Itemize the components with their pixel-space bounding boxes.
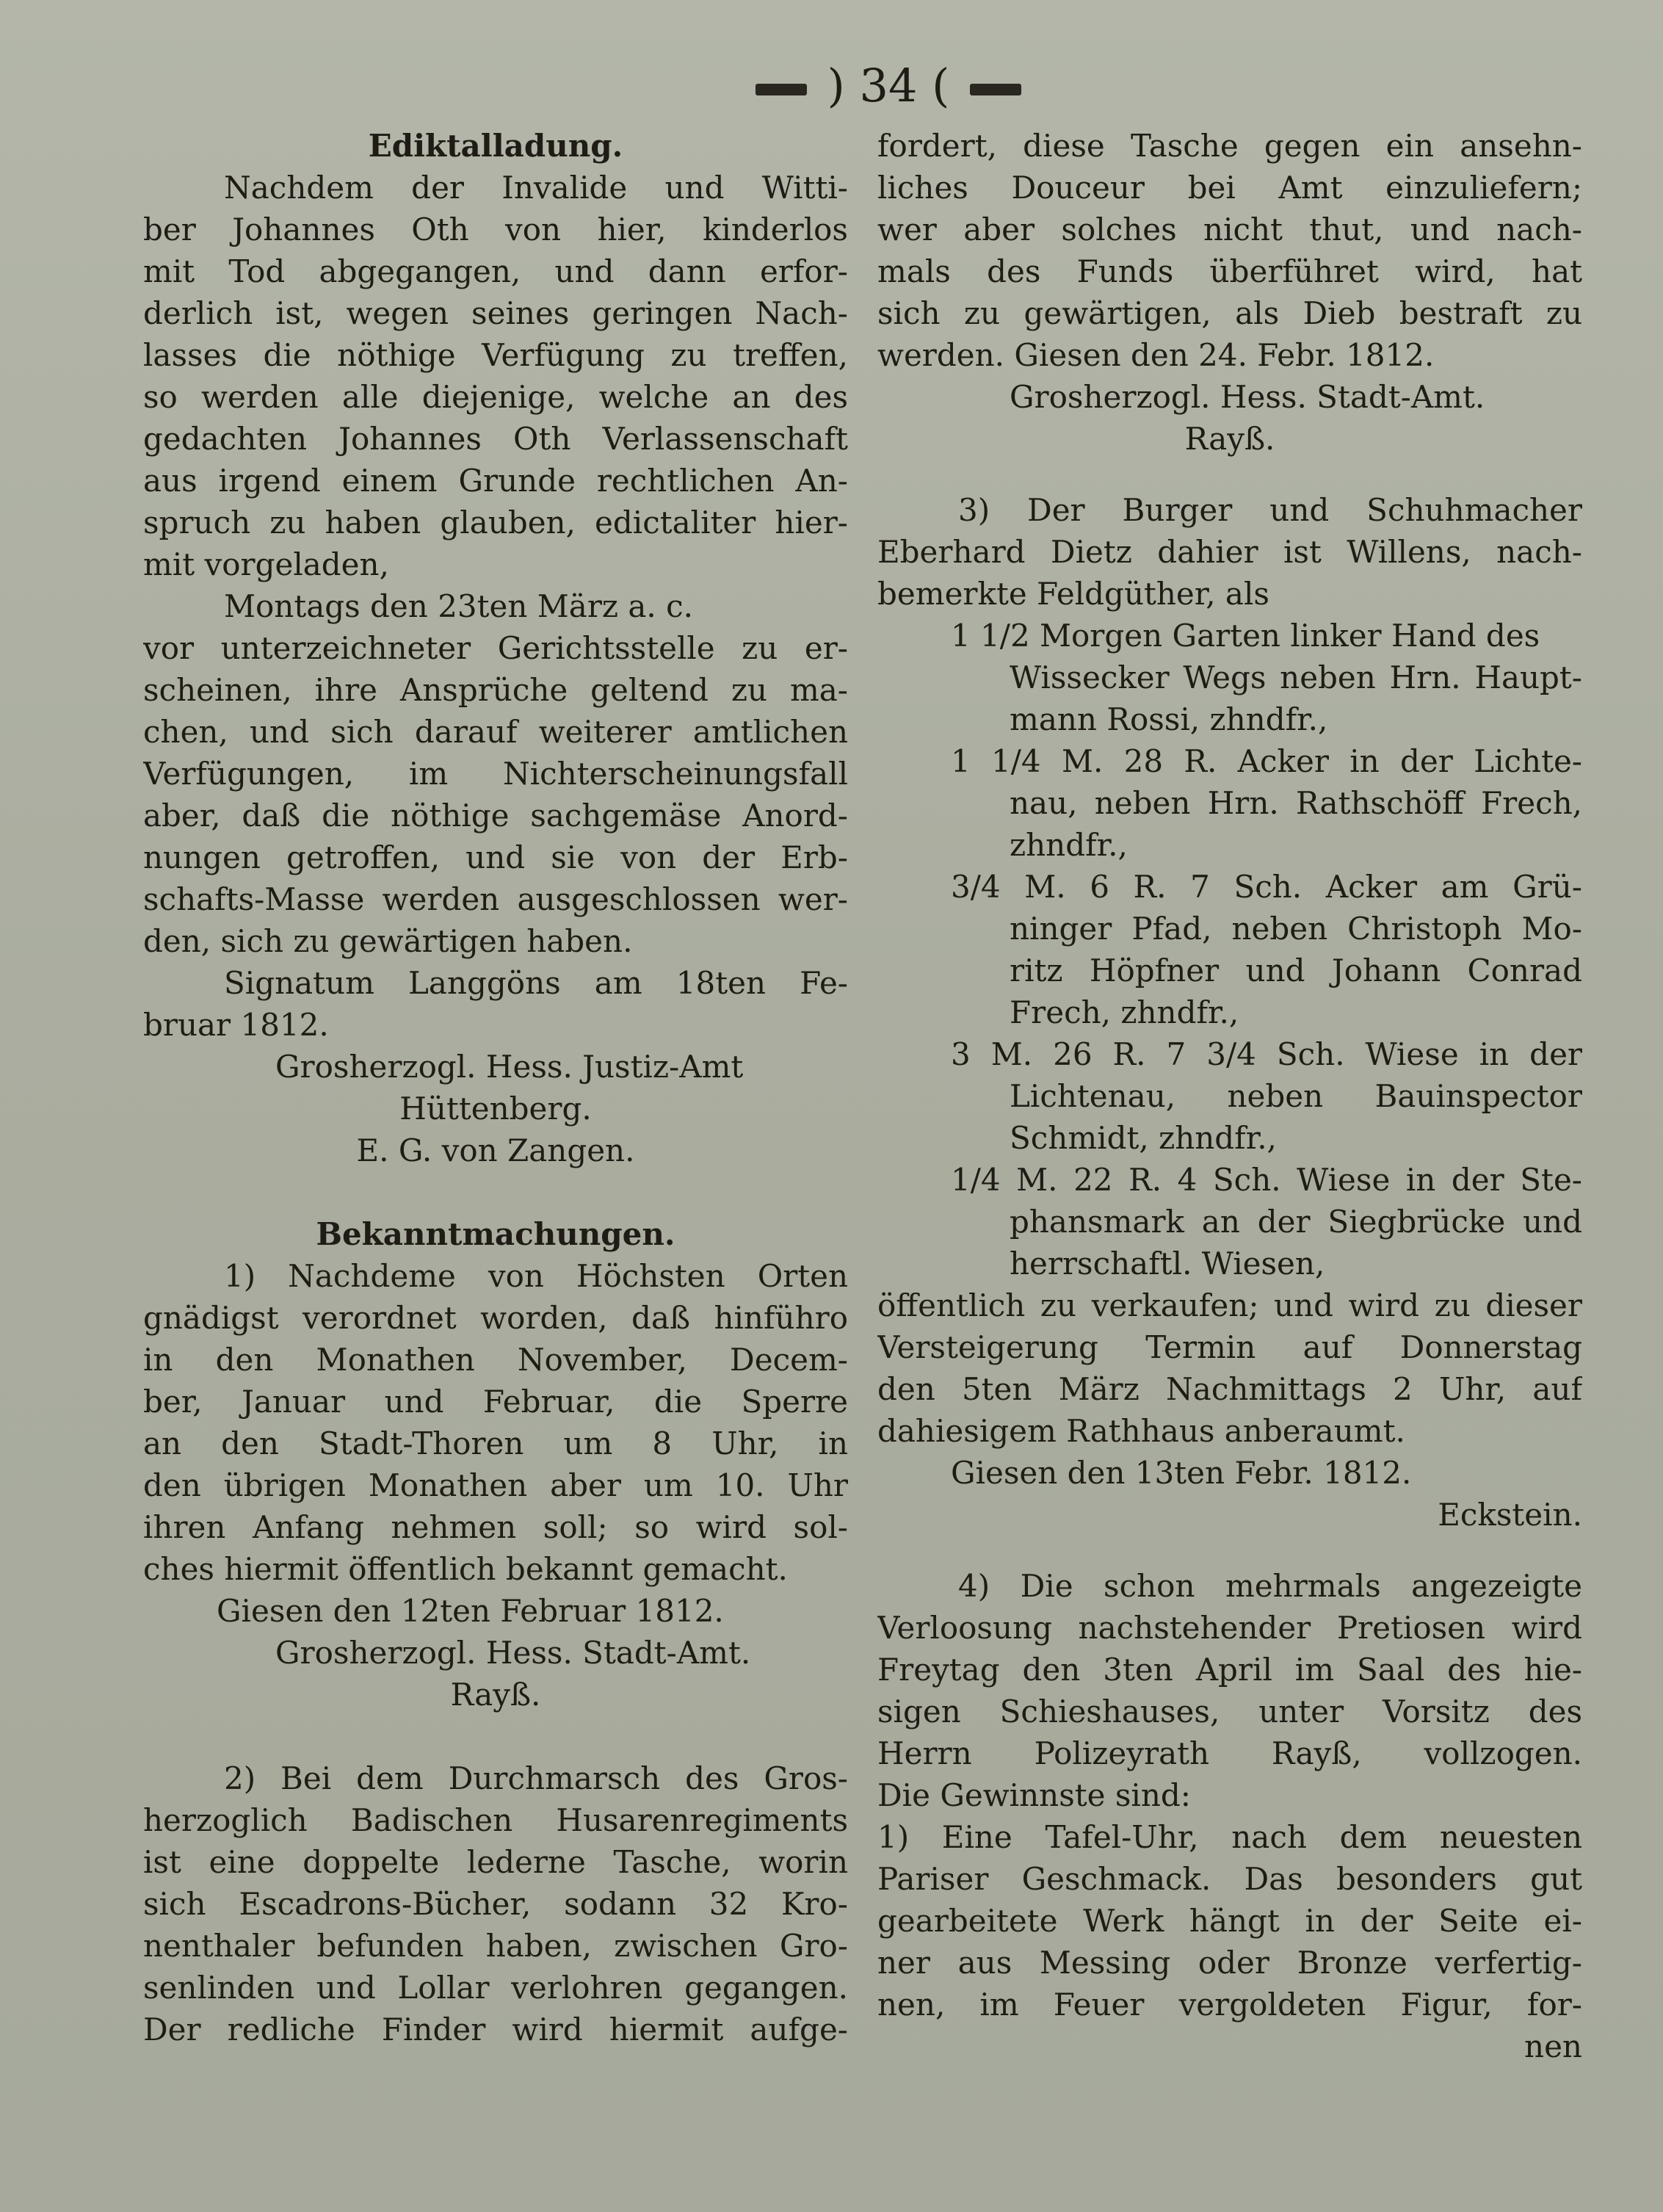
- text-line: den, sich zu gewärtigen haben.: [143, 923, 633, 959]
- text-line: den 5ten März Nachmittags 2 Uhr, auf: [877, 1371, 1582, 1407]
- text-line: öffentlich zu verkaufen; und wird zu dieser: [877, 1287, 1582, 1323]
- text-line: ches hiermit öffentlich bekannt gemacht.: [143, 1551, 788, 1587]
- text-line: Wissecker Wegs neben Hrn. Haupt-: [1010, 659, 1582, 695]
- text-line: Signatum Langgöns am 18ten Fe-: [224, 965, 848, 1001]
- text-line: Herrn Polizeyrath Rayß, vollzogen.: [877, 1735, 1582, 1771]
- text-line: Eckstein.: [1438, 1497, 1582, 1533]
- text-line: ner aus Messing oder Bronze verfertig-: [877, 1945, 1582, 1981]
- text-line: Ediktalladung.: [368, 128, 623, 164]
- text-line: Rayß.: [450, 1677, 541, 1713]
- text-line: Die Gewinnste sind:: [877, 1777, 1191, 1813]
- text-line: Freytag den 3ten April im Saal des hie-: [877, 1652, 1582, 1688]
- text-line: mals des Funds überführet wird, hat: [877, 253, 1582, 289]
- text-line: 3/4 M. 6 R. 7 Sch. Acker am Grü-: [951, 869, 1582, 905]
- text-line: phansmark an der Siegbrücke und: [1010, 1204, 1582, 1240]
- text-line: zhndfr.,: [1010, 827, 1128, 863]
- text-line: derlich ist, wegen seines geringen Nach-: [143, 295, 848, 331]
- text-line: Giesen den 13ten Febr. 1812.: [951, 1455, 1412, 1491]
- spacer: [877, 460, 1582, 489]
- text-line: ber Johannes Oth von hier, kinderlos: [143, 212, 848, 247]
- text-line: Montags den 23ten März a. c.: [224, 588, 693, 624]
- text-line: Frech, zhndfr.,: [1010, 994, 1239, 1030]
- text-line: sigen Schieshauses, unter Vorsitz des: [877, 1694, 1582, 1730]
- text-line: nau, neben Hrn. Rathschöff Frech,: [1010, 785, 1582, 821]
- left-column: [143, 125, 848, 2050]
- text-line: aus irgend einem Grunde rechtlichen An-: [143, 463, 848, 499]
- text-line: sich Escadrons-Bücher, sodann 32 Kro-: [143, 1886, 848, 1922]
- text-line: mit vorgeladen,: [143, 546, 389, 582]
- text-line: 1) Eine Tafel-Uhr, nach dem neuesten: [877, 1819, 1582, 1855]
- text-line: mann Rossi, zhndfr.,: [1010, 701, 1328, 737]
- spacer: [143, 1716, 848, 1757]
- text-line: nen, im Feuer vergoldeten Figur, for-: [877, 1987, 1582, 2023]
- header-dash-left: [756, 84, 807, 95]
- text-line: 4) Die schon mehrmals angezeigte: [958, 1568, 1582, 1604]
- right-column: [877, 125, 1582, 2067]
- text-line: Rayß.: [1184, 421, 1275, 457]
- text-line: werden. Giesen den 24. Febr. 1812.: [877, 337, 1435, 373]
- text-line: gedachten Johannes Oth Verlassenschaft: [143, 421, 848, 457]
- text-line: Eberhard Dietz dahier ist Willens, nach-: [877, 534, 1582, 570]
- text-line: scheinen, ihre Ansprüche geltend zu ma-: [143, 672, 848, 708]
- text-line: Pariser Geschmack. Das besonders gut: [877, 1861, 1582, 1897]
- text-line: Giesen den 12ten Februar 1812.: [217, 1593, 724, 1629]
- text-line: dahiesigem Rathhaus anberaumt.: [877, 1413, 1405, 1449]
- text-line: Grosherzogl. Hess. Stadt-Amt.: [1010, 379, 1485, 415]
- text-line: ninger Pfad, neben Christoph Mo-: [1010, 911, 1582, 947]
- text-line: herrschaftl. Wiesen,: [1010, 1246, 1325, 1282]
- text-line: 2) Bei dem Durchmarsch des Gros-: [224, 1760, 848, 1796]
- text-line: vor unterzeichneter Gerichtsstelle zu er-: [143, 630, 848, 666]
- header-dash-right: [970, 84, 1021, 95]
- text-line: sich zu gewärtigen, als Dieb bestraft zu: [877, 295, 1582, 331]
- text-line: Verfügungen, im Nichterscheinungsfall: [143, 756, 848, 792]
- text-line: mit Tod abgegangen, und dann erfor-: [143, 253, 848, 289]
- text-line: ritz Höpfner und Johann Conrad: [1010, 953, 1582, 988]
- text-line: 3) Der Burger und Schuhmacher: [958, 492, 1582, 528]
- text-line: Grosherzogl. Hess. Justiz-Amt: [275, 1049, 744, 1085]
- text-line: in den Monathen November, Decem-: [143, 1342, 848, 1378]
- text-line: gearbeitete Werk hängt in der Seite ei-: [877, 1903, 1582, 1939]
- text-line: so werden alle diejenige, welche an des: [143, 379, 848, 415]
- text-line: liches Douceur bei Amt einzuliefern;: [877, 170, 1582, 206]
- text-line: herzoglich Badischen Husarenregiments: [143, 1802, 848, 1838]
- text-line: ist eine doppelte lederne Tasche, worin: [143, 1844, 848, 1880]
- text-line: Nachdem der Invalide und Witti-: [224, 170, 848, 206]
- text-line: aber, daß die nöthige sachgemäse Anord-: [143, 798, 848, 834]
- text-line: Lichtenau, neben Bauinspector: [1010, 1078, 1582, 1114]
- text-line: nungen getroffen, und sie von der Erb-: [143, 839, 848, 875]
- text-line: den übrigen Monathen aber um 10. Uhr: [143, 1467, 848, 1503]
- text-line: 3 M. 26 R. 7 3/4 Sch. Wiese in der: [951, 1036, 1582, 1072]
- text-line: Verloosung nachstehender Pretiosen wird: [877, 1610, 1582, 1646]
- text-line: E. G. von Zangen.: [356, 1132, 635, 1168]
- text-line: 1/4 M. 22 R. 4 Sch. Wiese in der Ste-: [951, 1162, 1582, 1198]
- text-line: 1 1/2 Morgen Garten linker Hand des: [951, 618, 1540, 654]
- text-line: spruch zu haben glauben, edictaliter hier-: [143, 505, 848, 541]
- text-line: bemerkte Feldgüther, als: [877, 576, 1269, 612]
- text-line: lasses die nöthige Verfügung zu treffen,: [143, 337, 848, 373]
- text-line: Versteigerung Termin auf Donnerstag: [877, 1329, 1582, 1365]
- text-line: senlinden und Lollar verlohren gegangen.: [143, 1970, 848, 2006]
- text-line: Bekanntmachungen.: [316, 1216, 675, 1252]
- text-line: Hüttenberg.: [399, 1091, 592, 1127]
- spacer: [143, 1171, 848, 1213]
- page-header: [720, 53, 1057, 119]
- text-line: nen: [1524, 2028, 1582, 2064]
- page-number: ) 34 (: [827, 59, 950, 112]
- text-line: schafts-Masse werden ausgeschlossen wer-: [143, 881, 848, 917]
- text-line: nenthaler befunden haben, zwischen Gro-: [143, 1928, 848, 1964]
- text-line: bruar 1812.: [143, 1007, 329, 1043]
- text-line: 1) Nachdeme von Höchsten Orten: [224, 1258, 848, 1294]
- text-line: ihren Anfang nehmen soll; so wird sol-: [143, 1509, 848, 1545]
- text-line: Der redliche Finder wird hiermit aufge-: [143, 2012, 848, 2047]
- text-line: Grosherzogl. Hess. Stadt-Amt.: [275, 1635, 751, 1671]
- text-line: wer aber solches nicht thut, und nach-: [877, 212, 1582, 247]
- text-line: chen, und sich darauf weiterer amtlichen: [143, 714, 848, 750]
- text-line: ber, Januar und Februar, die Sperre: [143, 1384, 848, 1420]
- spacer: [877, 1536, 1582, 1565]
- text-line: 1 1/4 M. 28 R. Acker in der Lichte-: [951, 743, 1582, 779]
- text-line: fordert, diese Tasche gegen ein ansehn-: [877, 128, 1582, 164]
- text-line: Schmidt, zhndfr.,: [1010, 1120, 1277, 1156]
- text-line: gnädigst verordnet worden, daß hinführo: [143, 1300, 848, 1336]
- text-line: an den Stadt-Thoren um 8 Uhr, in: [143, 1425, 848, 1461]
